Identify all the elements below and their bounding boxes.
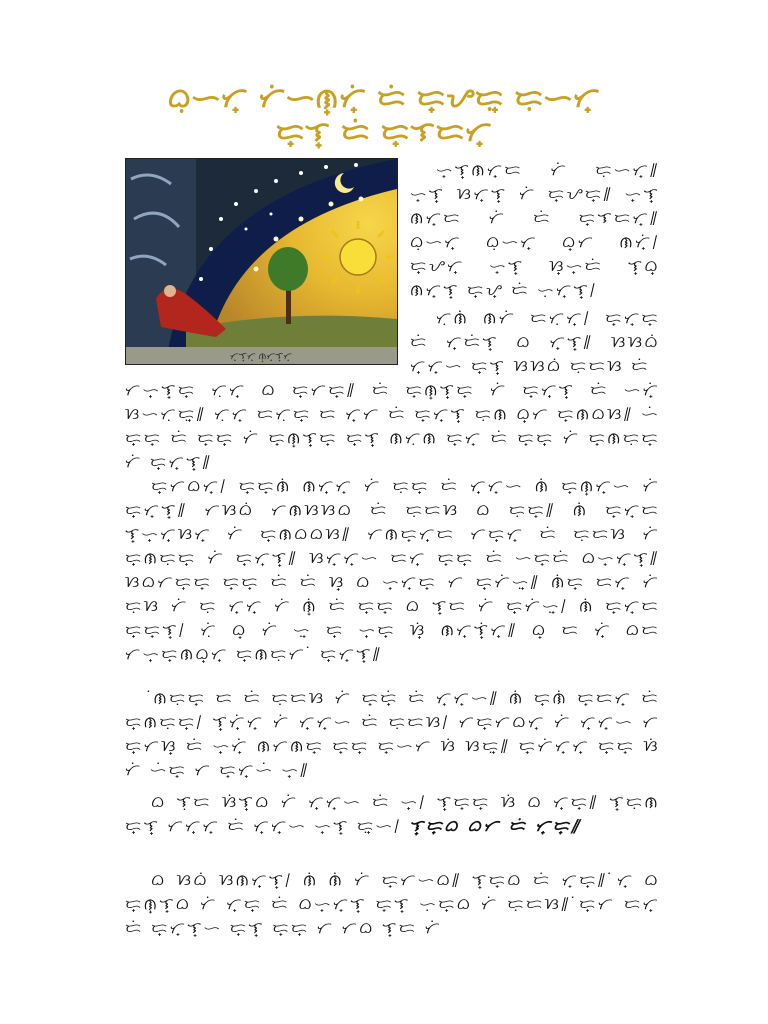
traveler-head bbox=[164, 285, 176, 297]
paragraph-4-text: ᜇ᜔ᜆᜊᜆ᜔᜵ ᜇ᜔ᜇ᜔ᜈᜒ ᜈᜆ᜔ᜆ᜔ ᜆᜒ ᜇᜓᜇ᜔ ᜇᜒ ᜆ᜔ᜆ᜔ᜑ ᜈᜒ ᜇ᜔ᜈ᜔ᜆ᜔ᜑ ᜆᜒ ᜇ᜔ᜆ᜔ᜎ᜔᜶ ᜆᜐᜊᜒ ᜆᜈᜐᜐᜊ ᜇᜒ ᜇᜓᜇᜐ ᜊ ᜇᜓᜇ᜔᜶ ᜈᜒ ᜇ᜔ᜆ᜔ᜇ ᜎ᜔ᜑ᜔ᜆ᜔ᜐᜆ᜔ ᜆᜒ ᜇ᜔ᜈᜊᜊᜐ᜶ ᜆᜈᜇ᜔ᜆ᜔ᜇ ᜆᜇ᜔ᜆ᜔ ᜇᜒ ᜇᜓᜇᜐ ᜆᜒ ᜇ᜔ᜈᜇᜓᜇ᜔ ᜆᜒ ᜇ᜔ᜆ᜔ᜎ᜔᜶ ᜐᜆ᜔ᜆ᜔ᜑ ᜇᜆ᜔ ᜇ᜔ᜇ᜔ ᜇᜒ ᜑᜇ᜔ᜇᜒ ᜊᜑ᜔ᜆ᜔ᜎ᜔᜶ ᜐᜊᜆᜇ᜔ᜇ᜔ ᜇ᜔ᜇ᜔ ᜇᜒ ᜇᜒ ᜐ᜔ ᜊ ᜑ᜔ᜆ᜔ᜇ᜔ ᜆ ᜇ᜔ᜆᜒᜑᜓ᜔᜶ ᜈᜒᜇ᜔ ᜇᜆ᜔ ᜆᜒ ᜇᜓᜐ ᜆᜒ ᜇᜓ ᜆ᜔ᜆ᜔ ᜆᜒ ᜈ᜔ᜒ ᜇᜒ ᜇ᜔ᜇ᜔ ᜊ ᜎ᜔ᜇ ᜆᜒ ᜇ᜔ᜆᜒᜑᜓ᜔᜵ ᜈᜒ ᜇ᜔ᜆ᜔ᜇ ᜇ᜔ᜇ᜔ᜎ᜔᜵ ᜆᜒᜓ ᜊ᜔ ᜆᜒ ᜑᜓ᜔ ᜇ᜔ ᜑ᜔ᜇ᜔ ᜐ᜔ᜒ ᜈᜆ᜔ᜎ᜔ᜒᜆ᜔᜶ ᜊ᜔ ᜇ ᜆ᜔ᜒ ᜊᜇ ᜆᜑ᜔ᜇ᜔ᜈᜊ᜔ᜆ᜔ ᜇ᜔ᜈᜇᜓᜆ ᜒ ᜇ᜔ᜆ᜔ᜎ᜔᜶ bbox=[125, 477, 660, 663]
paragraph-2-text: ᜆᜓᜈᜒ ᜈᜆᜒ ᜇᜆᜓᜆ᜔᜵ ᜇ᜔ᜆ᜔ᜇ᜔ ᜇᜒ ᜆ᜔ᜇᜒᜎ᜔ ᜊ ᜆ᜔ᜎ᜔᜶ ᜐᜐᜊᜒ ᜆ᜔ᜆ᜔ᜑ ᜇ᜔ᜎ᜔ ᜐᜐᜊᜒ ᜇᜓᜇᜐ ᜇᜒ bbox=[410, 309, 660, 375]
caption-band-text: ᜆ᜔ᜎ᜔ᜆ᜔ ᜈ᜔ᜆ᜔ᜎ᜔ᜆ᜔ bbox=[229, 352, 293, 362]
engraving-illustration bbox=[126, 159, 397, 364]
paragraph-2-continued bbox=[125, 378, 660, 474]
paragraph-3-text: ᜆᜑ᜔ᜎ᜔ᜇ᜔ ᜆᜓᜆ᜔ ᜊ ᜇ᜔ᜆᜇ᜔᜶ ᜇᜒ ᜇ᜔ᜈ᜔ᜎ᜔ᜇ᜔ ᜆᜒ ᜇ᜔ᜆ᜔ᜎ᜔ ᜇᜒ ᜑᜆ᜔ᜒ ᜐᜑᜆᜓᜇᜓ᜔᜶ ᜆᜓᜆ᜔ ᜇᜆᜓᜇ᜔ ᜇ ᜆ᜔ᜆ ᜇᜒ ᜇ᜔ᜆ᜔ᜎ᜔ ᜇᜓᜈ ᜊ᜔ᜆ ᜇ᜔ᜈᜊᜐ᜶ ᜑᜒ ᜇ᜔ᜇ᜔ ᜇᜒ ᜇ᜔ᜇ᜔ ᜆᜒ ᜇ᜔ᜈ᜔ᜎ᜔ᜇ᜔ ᜇ᜔ᜎ᜔ ᜈᜆᜓᜈ ᜇ᜔ᜆ᜔ ᜇᜒ ᜇ᜔ᜇ᜔ ᜆᜒ ᜇ᜔ᜈᜇᜓᜇ᜔ ᜆᜒ ᜇ᜔ᜆ᜔ᜎ᜔᜶ bbox=[125, 381, 660, 471]
paragraph-1 bbox=[410, 158, 660, 302]
paragraph-7-text: ᜊ ᜐᜊᜒ ᜐᜈᜆ᜔ᜎ᜔᜵ ᜈᜒ ᜈᜒ ᜆᜒ ᜇ᜔ᜆᜑᜊ᜶ ᜎ᜔ᜇ᜔ᜊ ᜇᜒ ᜆ᜔ᜇ᜔᜶ ᜒᜆ᜔ ᜊ ᜇ᜔ᜈ᜔ᜎ᜔ᜊ ᜆᜒ ᜆ᜔ᜇ᜔ ᜇᜒ ᜊᜑ᜔ᜆ᜔ᜎ᜔ ᜇ᜔ᜎ᜔ ᜑᜓᜇ᜔ᜊ ᜆᜒ ᜇᜓᜇᜐ᜶ ᜒᜇ᜔ᜆ ᜇᜆ᜔ ᜇᜒ ᜇ᜔ᜆ᜔ᜎ᜔ᜑ ᜇ᜔ᜎ᜔ ᜇ᜔ᜇ᜔ ᜆ ᜆᜊ ᜎ᜔ᜇ ᜆᜒ bbox=[125, 871, 660, 937]
title-line-2: ᜇ᜔ᜎ᜔ ᜇᜒ ᜇ᜔ᜎᜇᜆ᜔ bbox=[275, 117, 493, 148]
paragraph-5 bbox=[125, 790, 660, 838]
flammarion-engraving-figure bbox=[125, 158, 398, 365]
paragraph-6 bbox=[125, 868, 660, 940]
paragraph-1-text: ᜑ᜔ᜎ᜔ᜈᜆ᜔ᜇ ᜆᜒ ᜇᜓᜑᜆ᜔᜶ ᜑ᜔ᜎ᜔ ᜐᜆ᜔ᜎ᜔ ᜆᜒ ᜇ᜔ᜌᜇ᜔᜶ ᜑ᜔ᜎ᜔ ᜈᜆ᜔ᜇ ᜆᜒ ᜇᜒ ᜇ᜔ᜎᜇᜆ᜔᜶ ᜊᜓᜑᜆ᜔ ᜊᜓᜑᜆ᜔ ᜊ᜔ᜆ ᜈᜆ᜔ᜒ᜵ ᜇ᜔ᜌᜆ᜔ ᜑ᜔ᜎ᜔ ᜐ᜔ᜑ᜔ᜇᜒ ᜎ᜔ᜊ᜔ ᜈᜆ᜔ᜎ᜔ ᜇ᜔ᜌ᜔ ᜇᜒ ᜑᜓᜆ᜔ᜎ᜔᜵ bbox=[410, 161, 660, 299]
tree-crown bbox=[268, 247, 308, 291]
paragraph-6-text: ᜊ ᜎᜓᜇ ᜐᜒᜎ᜔ᜊ ᜆᜒ ᜆ᜔ᜆ᜔ᜑ ᜇᜒ ᜑ᜔᜵ ᜎ᜔ᜇ᜔ᜇ᜔ ᜐᜒ ᜊ ᜆ᜔ᜇ᜔᜶ ᜎ᜔ᜇᜓᜈ ᜇ᜔ᜎ᜔ ᜆᜆ᜔ᜆ᜔ ᜇᜒ ᜆ᜔ᜆ᜔ᜑ ᜑ᜔ᜎ᜔ ᜇᜓ᜔ᜑ᜵ bbox=[125, 793, 660, 835]
paragraph-2 bbox=[410, 306, 660, 378]
paragraph-5-text: ᜒᜈᜇᜓᜇ᜔ ᜇ ᜇᜒ ᜇᜓᜇᜐ ᜆᜒ ᜇ᜔ᜇ᜔ᜒ ᜇᜒ ᜆ᜔ᜆ᜔ᜑ᜶ ᜈᜒ ᜇ᜔ᜈᜒ ᜇ᜔ᜇᜆ᜔ ᜇᜒ ᜇ᜔ᜈᜇᜓᜇ᜔᜵ ᜎ᜔ᜆ᜔ᜒᜆ᜔ ᜆᜒ ᜆ᜔ᜆ᜔ᜑ ᜇᜒ ᜇᜓᜇᜐ᜵ ᜆᜇ᜔ᜆᜊᜆ᜔ ᜆᜒ ᜆ᜔ᜆ᜔ᜑ ᜆ ᜇ᜔ᜆᜐ᜔ ᜇᜒ ᜑ᜔ᜆ᜔ᜒ ᜈᜆᜈᜇ᜔ ᜇ᜔ᜇ᜔ ᜇ᜔ᜑᜆ ᜐᜒ ᜐᜇᜓ᜔᜶ ᜇ᜔ᜆᜒᜆ᜔ᜆ᜔ ᜇ᜔ᜇ᜔ ᜐᜒ ᜆᜒ ᜑᜒᜇ᜔ ᜆ ᜇ᜔ᜆ᜔ᜑᜒ ᜑ᜔᜶ bbox=[125, 689, 660, 779]
paragraph-6-emphasis: ᜎ᜔ᜇ᜔ᜊ ᜊᜆ ᜇᜒ ᜆ᜔ᜇ᜔᜶ bbox=[409, 816, 582, 835]
title-line-1: ᜊᜓᜑᜆ᜔ ᜆᜒᜑᜈ᜔ᜆ᜔ᜒ ᜇᜒ ᜇ᜔ᜌᜇᜓ᜔ ᜇᜓᜑᜆ᜔ bbox=[167, 83, 601, 114]
document-title bbox=[120, 82, 648, 150]
paragraph-4 bbox=[125, 686, 660, 782]
paragraph-3 bbox=[125, 474, 660, 666]
